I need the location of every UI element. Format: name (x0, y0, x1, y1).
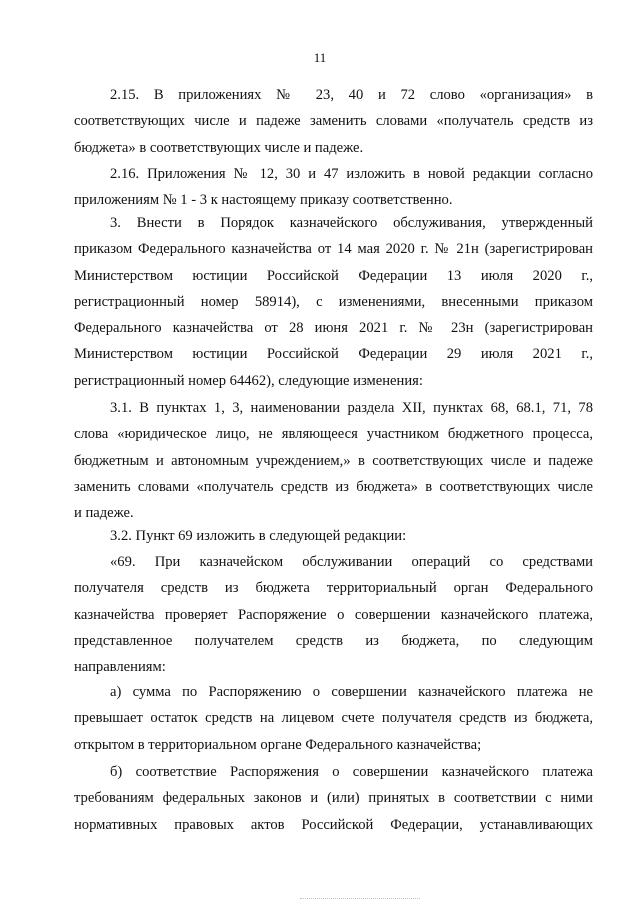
paragraph-line: открытом в территориальном органе Федерального казначейства; (74, 736, 482, 753)
paragraph-line: Федерального казначейства от 28 июня 2021 г. № 23н (зарегистрирован (74, 320, 593, 337)
paragraph-line: Министерством юстиции Российской Федерации 29 июля 2021 г., (74, 346, 593, 363)
paragraph-line: бюджетным и автономным учреждением,» в соответствующих числе и падеже (74, 452, 593, 469)
paragraph-line: а) сумма по Распоряжению о совершении казначейского платежа не (110, 684, 593, 700)
paragraph-line: регистрационный номер 64462), следующие изменения: (74, 372, 423, 389)
paragraph-item-b (74, 759, 593, 838)
page-number: 11 (313, 50, 327, 65)
paragraph-line: нормативных правовых актов Российской Федерации, устанавливающих (74, 816, 593, 833)
paragraph-3-2 (74, 523, 593, 549)
paragraph-line: направлениям: (74, 659, 166, 676)
paragraph-line: 3.2. Пункт 69 изложить в следующей редакции: (110, 528, 407, 544)
paragraph-69 (74, 549, 593, 680)
paragraph-line: слова «юридическое лицо, не являющееся участником бюджетного процесса, (74, 426, 593, 443)
paragraph-line: 2.16. Приложения № 12, 30 и 47 изложить в новой редакции согласно (110, 166, 593, 182)
paragraph-2-15 (74, 82, 593, 161)
paragraph-line: 3. Внести в Порядок казначейского обслуживания, утвержденный (110, 215, 593, 231)
paragraph-3 (74, 210, 593, 394)
paragraph-3-1 (74, 395, 593, 526)
paragraph-line: казначейства проверяет Распоряжение о совершении казначейского платежа, (74, 606, 593, 623)
paragraph-line: Министерством юстиции Российской Федерации 13 июля 2020 г., (74, 267, 593, 284)
paragraph-line: и падеже. (74, 505, 134, 522)
paragraph-line: представленное получателем средств из бюджета, по следующим (74, 632, 593, 649)
paragraph-line: приложениям № 1 - 3 к настоящему приказу соответственно. (74, 192, 453, 209)
paragraph-line: 2.15. В приложениях № 23, 40 и 72 слово «организация» в (110, 87, 593, 103)
paragraph-line: требованиям федеральных законов и (или) принятых в соответствии с ними (74, 790, 593, 807)
paragraph-line: соответствующих числе и падеже заменить словами «получатель средств из (74, 113, 593, 130)
paragraph-line: регистрационный номер 58914), с изменениями, внесенными приказом (74, 293, 593, 310)
paragraph-line: б) соответствие Распоряжения о совершении казначейского платежа (110, 764, 593, 780)
paragraph-item-a (74, 679, 593, 758)
paragraph-line: получателя средств из бюджета территориальный орган Федерального (74, 580, 593, 597)
paragraph-line: превышает остаток средств на лицевом счете получателя средств из бюджета, (74, 710, 593, 727)
paragraph-line: бюджета» в соответствующих числе и падеже. (74, 139, 364, 156)
paragraph-line: 3.1. В пунктах 1, 3, наименовании раздела XII, пунктах 68, 68.1, 71, 78 (110, 400, 593, 416)
paragraph-line: приказом Федерального казначейства от 14 мая 2020 г. № 21н (зарегистрирован (74, 241, 593, 258)
scan-artifact (300, 898, 420, 901)
paragraph-line: «69. При казначейском обслуживании операций со средствами (110, 554, 593, 570)
paragraph-line: заменить словами «получатель средств из бюджета» в соответствующих числе (74, 478, 593, 495)
paragraph-2-16 (74, 161, 593, 214)
